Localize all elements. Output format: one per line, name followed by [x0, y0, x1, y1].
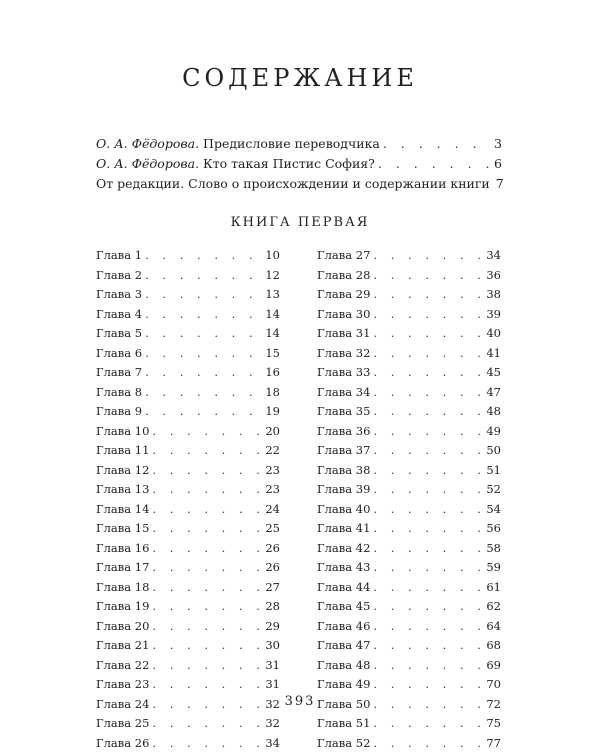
chapter-page: 12	[265, 266, 280, 286]
dot-leader	[145, 383, 262, 403]
dot-leader	[373, 578, 483, 598]
chapter-label: Глава 46	[317, 617, 370, 637]
dot-leader	[373, 441, 483, 461]
chapter-page: 70	[486, 675, 501, 695]
dot-leader	[383, 134, 491, 154]
chapter-label: Глава 32	[317, 344, 370, 364]
toc-entry[interactable]	[96, 266, 280, 286]
chapter-label: Глава 42	[317, 539, 370, 559]
chapter-page: 61	[486, 578, 501, 598]
dot-leader	[152, 675, 262, 695]
chapter-page: 23	[265, 461, 280, 481]
intro-entries	[96, 134, 502, 194]
dot-leader	[373, 285, 483, 305]
chapter-label: Глава 25	[96, 714, 149, 734]
intro-entry[interactable]	[96, 174, 502, 194]
chapter-page: 14	[265, 324, 280, 344]
dot-leader	[373, 305, 483, 325]
dot-leader	[373, 363, 483, 383]
chapter-page: 31	[265, 656, 280, 676]
toc-entry[interactable]	[317, 617, 501, 637]
dot-leader	[152, 519, 262, 539]
chapter-label: Глава 22	[96, 656, 149, 676]
dot-leader	[373, 480, 483, 500]
chapter-label: Глава 44	[317, 578, 370, 598]
chapter-label: Глава 20	[96, 617, 149, 637]
toc-entry[interactable]	[317, 558, 501, 578]
page-title: СОДЕРЖАНИЕ	[0, 64, 600, 92]
dot-leader	[152, 636, 262, 656]
toc-entry[interactable]	[96, 500, 280, 520]
toc-entry[interactable]	[317, 597, 501, 617]
entry-text	[96, 174, 490, 194]
chapter-page: 28	[265, 597, 280, 617]
chapter-label: Глава 16	[96, 539, 149, 559]
chapter-page: 54	[486, 500, 501, 520]
toc-entry[interactable]	[317, 383, 501, 403]
chapter-page: 58	[486, 539, 501, 559]
toc-entry[interactable]	[317, 734, 501, 753]
chapter-label: Глава 2	[96, 266, 142, 286]
chapter-label: Глава 15	[96, 519, 149, 539]
chapter-page: 41	[486, 344, 501, 364]
intro-entry[interactable]	[96, 134, 502, 154]
chapter-label: Глава 30	[317, 305, 370, 325]
chapter-page: 49	[486, 422, 501, 442]
dot-leader	[373, 324, 483, 344]
entry-title: От редакции. Слово о происхождении и содержании книги	[96, 176, 490, 191]
dot-leader	[378, 154, 491, 174]
dot-leader	[373, 617, 483, 637]
dot-leader	[145, 266, 262, 286]
chapter-label: Глава 47	[317, 636, 370, 656]
chapter-page: 45	[486, 363, 501, 383]
toc-entry[interactable]	[317, 500, 501, 520]
dot-leader	[152, 734, 262, 753]
chapter-page: 34	[486, 246, 501, 266]
entry-author: О. А. Фёдорова.	[96, 156, 199, 171]
chapter-label: Глава 18	[96, 578, 149, 598]
chapter-label: Глава 27	[317, 246, 370, 266]
dot-leader	[373, 344, 483, 364]
entry-author: О. А. Фёдорова.	[96, 136, 199, 151]
dot-leader	[152, 617, 262, 637]
chapter-page: 52	[486, 480, 501, 500]
toc-entry[interactable]	[317, 714, 501, 734]
chapter-page: 51	[486, 461, 501, 481]
chapter-label: Глава 37	[317, 441, 370, 461]
chapter-label: Глава 12	[96, 461, 149, 481]
chapter-label: Глава 11	[96, 441, 149, 461]
entry-page: 6	[494, 154, 502, 174]
chapter-page: 62	[486, 597, 501, 617]
chapter-label: Глава 14	[96, 500, 149, 520]
entry-page: 3	[494, 134, 502, 154]
dot-leader	[145, 344, 262, 364]
chapter-label: Глава 49	[317, 675, 370, 695]
chapter-page: 32	[265, 695, 280, 715]
chapter-page: 32	[265, 714, 280, 734]
chapter-label: Глава 17	[96, 558, 149, 578]
chapter-label: Глава 40	[317, 500, 370, 520]
chapter-label: Глава 43	[317, 558, 370, 578]
dot-leader	[152, 578, 262, 598]
dot-leader	[373, 422, 483, 442]
toc-entry[interactable]	[96, 461, 280, 481]
chapter-page: 31	[265, 675, 280, 695]
chapter-page: 10	[265, 246, 280, 266]
toc-column-left	[96, 246, 280, 753]
chapter-page: 40	[486, 324, 501, 344]
entry-text	[96, 154, 375, 174]
dot-leader	[373, 714, 483, 734]
dot-leader	[373, 461, 483, 481]
dot-leader	[373, 597, 483, 617]
toc-entry[interactable]	[96, 402, 280, 422]
toc-entry[interactable]	[317, 402, 501, 422]
chapter-page: 59	[486, 558, 501, 578]
chapter-page: 38	[486, 285, 501, 305]
toc-entry[interactable]	[96, 734, 280, 753]
toc-entry[interactable]	[96, 656, 280, 676]
chapter-page: 26	[265, 558, 280, 578]
dot-leader	[373, 383, 483, 403]
chapter-page: 25	[265, 519, 280, 539]
chapter-page: 16	[265, 363, 280, 383]
toc-entry[interactable]	[96, 519, 280, 539]
chapter-label: Глава 8	[96, 383, 142, 403]
dot-leader	[152, 597, 262, 617]
dot-leader	[373, 734, 483, 753]
toc-entry[interactable]	[317, 305, 501, 325]
chapter-label: Глава 48	[317, 656, 370, 676]
dot-leader	[152, 500, 262, 520]
chapter-page: 29	[265, 617, 280, 637]
chapter-page: 64	[486, 617, 501, 637]
chapter-page: 24	[265, 500, 280, 520]
dot-leader	[373, 519, 483, 539]
chapter-page: 56	[486, 519, 501, 539]
toc-entry[interactable]	[317, 480, 501, 500]
toc-entry[interactable]	[317, 324, 501, 344]
dot-leader	[152, 422, 262, 442]
chapter-label: Глава 26	[96, 734, 149, 753]
toc-entry[interactable]	[317, 266, 501, 286]
chapter-page: 50	[486, 441, 501, 461]
toc-entry[interactable]	[96, 344, 280, 364]
toc-entry[interactable]	[317, 422, 501, 442]
dot-leader	[145, 246, 262, 266]
chapter-page: 34	[265, 734, 280, 753]
toc-entry[interactable]	[317, 363, 501, 383]
chapter-label: Глава 7	[96, 363, 142, 383]
chapter-label: Глава 24	[96, 695, 149, 715]
toc-entry[interactable]	[96, 558, 280, 578]
chapter-page: 36	[486, 266, 501, 286]
chapter-page: 48	[486, 402, 501, 422]
chapter-label: Глава 39	[317, 480, 370, 500]
chapter-page: 27	[265, 578, 280, 598]
toc-entry[interactable]	[317, 285, 501, 305]
toc-entry[interactable]	[96, 539, 280, 559]
chapter-page: 20	[265, 422, 280, 442]
dot-leader	[152, 480, 262, 500]
toc-entry[interactable]	[96, 714, 280, 734]
dot-leader	[145, 402, 262, 422]
dot-leader	[145, 305, 262, 325]
chapter-label: Глава 34	[317, 383, 370, 403]
dot-leader	[373, 500, 483, 520]
dot-leader	[152, 539, 262, 559]
toc-column-right	[317, 246, 501, 753]
chapter-page: 47	[486, 383, 501, 403]
dot-leader	[373, 246, 483, 266]
toc-entry[interactable]	[96, 675, 280, 695]
toc-entry[interactable]	[96, 617, 280, 637]
page-number: 393	[0, 694, 600, 709]
toc-entry[interactable]	[96, 636, 280, 656]
toc-entry[interactable]	[317, 578, 501, 598]
chapter-label: Глава 51	[317, 714, 370, 734]
chapter-page: 75	[486, 714, 501, 734]
chapter-label: Глава 4	[96, 305, 142, 325]
book-heading: КНИГА ПЕРВАЯ	[0, 215, 600, 230]
dot-leader	[145, 285, 262, 305]
toc-entry[interactable]	[96, 422, 280, 442]
chapter-page: 15	[265, 344, 280, 364]
chapter-label: Глава 36	[317, 422, 370, 442]
chapter-label: Глава 10	[96, 422, 149, 442]
toc-entry[interactable]	[317, 656, 501, 676]
dot-leader	[152, 714, 262, 734]
chapter-label: Глава 23	[96, 675, 149, 695]
chapter-page: 22	[265, 441, 280, 461]
chapter-label: Глава 1	[96, 246, 142, 266]
chapter-label: Глава 41	[317, 519, 370, 539]
chapter-page: 39	[486, 305, 501, 325]
chapter-page: 30	[265, 636, 280, 656]
chapter-page: 14	[265, 305, 280, 325]
chapter-label: Глава 33	[317, 363, 370, 383]
entry-title: Кто такая Пистис София?	[203, 156, 375, 171]
intro-entry[interactable]	[96, 154, 502, 174]
dot-leader	[152, 558, 262, 578]
dot-leader	[145, 363, 262, 383]
toc-entry[interactable]	[96, 363, 280, 383]
chapter-label: Глава 31	[317, 324, 370, 344]
toc-entry[interactable]	[96, 383, 280, 403]
toc-entry[interactable]	[96, 480, 280, 500]
dot-leader	[373, 558, 483, 578]
chapter-label: Глава 45	[317, 597, 370, 617]
chapter-page: 68	[486, 636, 501, 656]
toc-entry[interactable]	[317, 461, 501, 481]
toc-entry[interactable]	[317, 441, 501, 461]
toc-entry[interactable]	[317, 675, 501, 695]
chapter-label: Глава 50	[317, 695, 370, 715]
chapter-label: Глава 13	[96, 480, 149, 500]
toc-entry[interactable]	[96, 324, 280, 344]
toc-entry[interactable]	[317, 636, 501, 656]
chapter-label: Глава 6	[96, 344, 142, 364]
chapter-label: Глава 28	[317, 266, 370, 286]
chapter-label: Глава 3	[96, 285, 142, 305]
chapter-page: 19	[265, 402, 280, 422]
chapter-label: Глава 19	[96, 597, 149, 617]
chapter-label: Глава 5	[96, 324, 142, 344]
dot-leader	[152, 441, 262, 461]
chapter-page: 23	[265, 480, 280, 500]
chapter-label: Глава 52	[317, 734, 370, 753]
dot-leader	[373, 675, 483, 695]
toc-entry[interactable]	[96, 305, 280, 325]
chapter-page: 13	[265, 285, 280, 305]
dot-leader	[373, 266, 483, 286]
entry-text	[96, 134, 380, 154]
toc-entry[interactable]	[317, 539, 501, 559]
chapter-label: Глава 35	[317, 402, 370, 422]
chapter-label: Глава 38	[317, 461, 370, 481]
chapter-page: 26	[265, 539, 280, 559]
dot-leader	[152, 656, 262, 676]
dot-leader	[145, 324, 262, 344]
entry-title: Предисловие переводчика	[203, 136, 380, 151]
chapter-label: Глава 21	[96, 636, 149, 656]
chapter-page: 77	[486, 734, 501, 753]
chapter-page: 72	[486, 695, 501, 715]
toc-entry[interactable]	[317, 246, 501, 266]
dot-leader	[373, 636, 483, 656]
toc-entry[interactable]	[96, 597, 280, 617]
toc-entry[interactable]	[317, 344, 501, 364]
toc-entry[interactable]	[96, 246, 280, 266]
dot-leader	[373, 656, 483, 676]
dot-leader	[373, 402, 483, 422]
toc-entry[interactable]	[317, 519, 501, 539]
chapter-label: Глава 9	[96, 402, 142, 422]
toc-entry[interactable]	[96, 285, 280, 305]
dot-leader	[373, 539, 483, 559]
toc-entry[interactable]	[96, 578, 280, 598]
chapter-page: 69	[486, 656, 501, 676]
chapter-page: 18	[265, 383, 280, 403]
toc-entry[interactable]	[96, 441, 280, 461]
entry-page: 7	[496, 174, 504, 194]
chapter-label: Глава 29	[317, 285, 370, 305]
dot-leader	[152, 461, 262, 481]
